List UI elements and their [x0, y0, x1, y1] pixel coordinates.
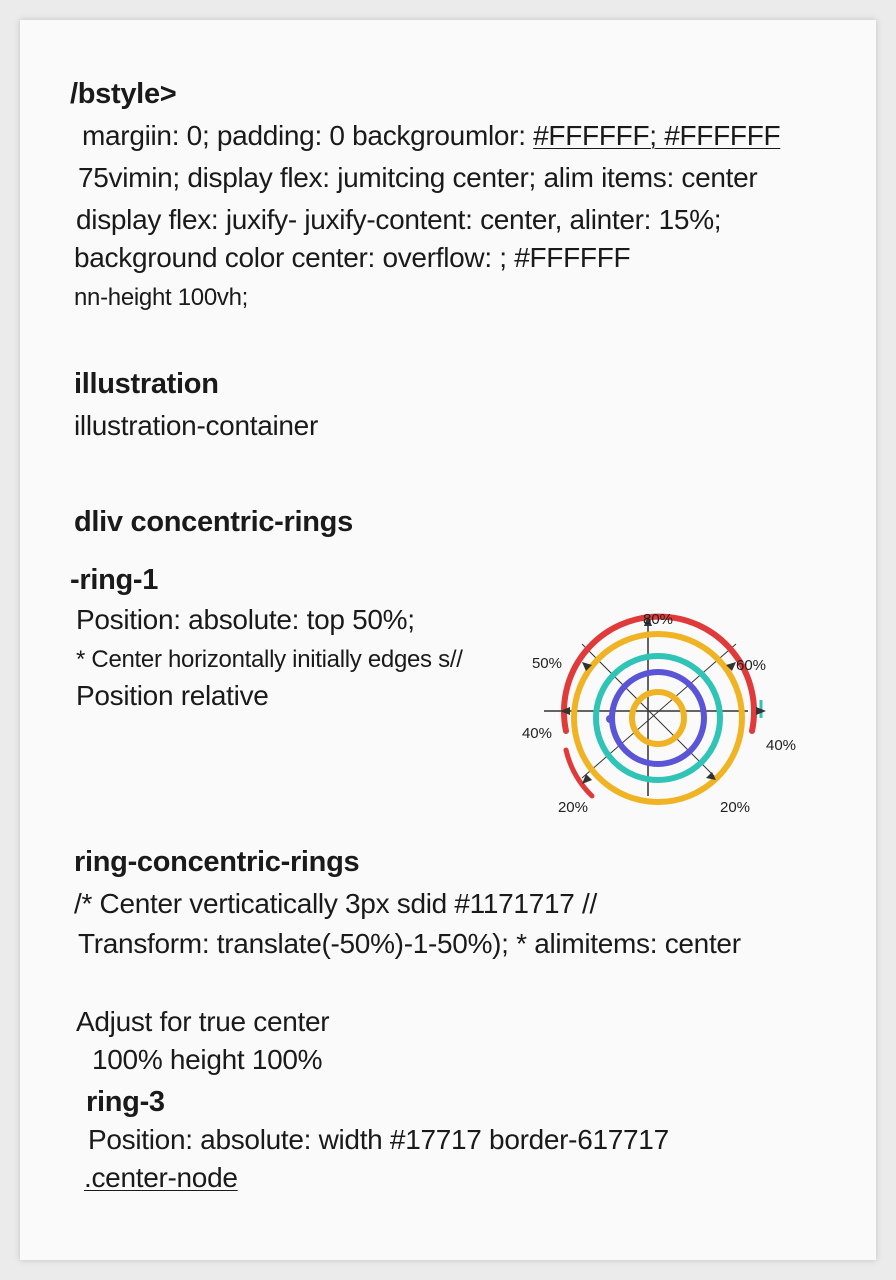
illustration-heading: illustration	[74, 368, 219, 400]
center-node-link: .center-node	[84, 1162, 238, 1193]
min-height-line: nn-height 100vh;	[74, 284, 249, 311]
label-left: 40%	[521, 725, 552, 742]
label-top: 80%	[642, 611, 674, 628]
center-horizontally-comment: * Center horizontally initially edges s//	[76, 646, 463, 673]
concentric-rings-diagram	[510, 600, 800, 830]
blue-dot	[606, 715, 614, 723]
display-flex-line: 75vimin; display flex: jumitcing center; alim items: center	[78, 162, 758, 193]
color-values-link: #FFFFFF; #FFFFFF	[533, 120, 781, 151]
position-width-line: Position: absolute: width #17717 border-617717	[88, 1124, 669, 1155]
justify-content-line: display flex: juxify- juxify-content: center, alinter: 15%;	[76, 204, 722, 235]
center-vertically-comment: /* Center verticatically 3px sdid #1171717 //	[74, 888, 597, 919]
concentric-rings-heading: dliv concentric-rings	[74, 506, 353, 538]
document-page	[20, 20, 876, 1260]
blue-ring	[612, 672, 704, 764]
illustration-container-text: illustration-container	[74, 410, 318, 441]
label-right: 40%	[766, 737, 797, 754]
position-relative-line: Position relative	[76, 680, 269, 711]
arrow-lower-left	[582, 774, 592, 784]
adjust-center-line: Adjust for true center	[76, 1006, 330, 1037]
ring-concentric-rings-heading: ring-concentric-rings	[74, 846, 360, 878]
ring-3-heading: ring-3	[86, 1086, 165, 1118]
gold-ring	[574, 634, 742, 802]
label-upper-left: 50%	[531, 655, 562, 672]
ring-1-heading: -ring-1	[70, 564, 159, 596]
margin-padding-line	[82, 120, 780, 152]
inner-gold-ring	[632, 692, 684, 744]
label-upper-right: 60%	[736, 657, 767, 674]
margin-padding-text: margiin: 0; padding: 0 backgroumlor:	[82, 120, 534, 151]
background-color-line: background color center: overflow: ; #FFFFFF	[74, 242, 631, 273]
transform-line: Transform: translate(-50%)-1-50%); * alimitems: center	[78, 928, 741, 959]
label-lower-right: 20%	[720, 799, 751, 816]
style-tag-line: /bstyle>	[70, 78, 177, 110]
position-absolute-line: Position: absolute: top 50%;	[76, 604, 415, 635]
height-line: 100% height 100%	[92, 1044, 323, 1075]
label-lower-left: 20%	[557, 799, 588, 816]
